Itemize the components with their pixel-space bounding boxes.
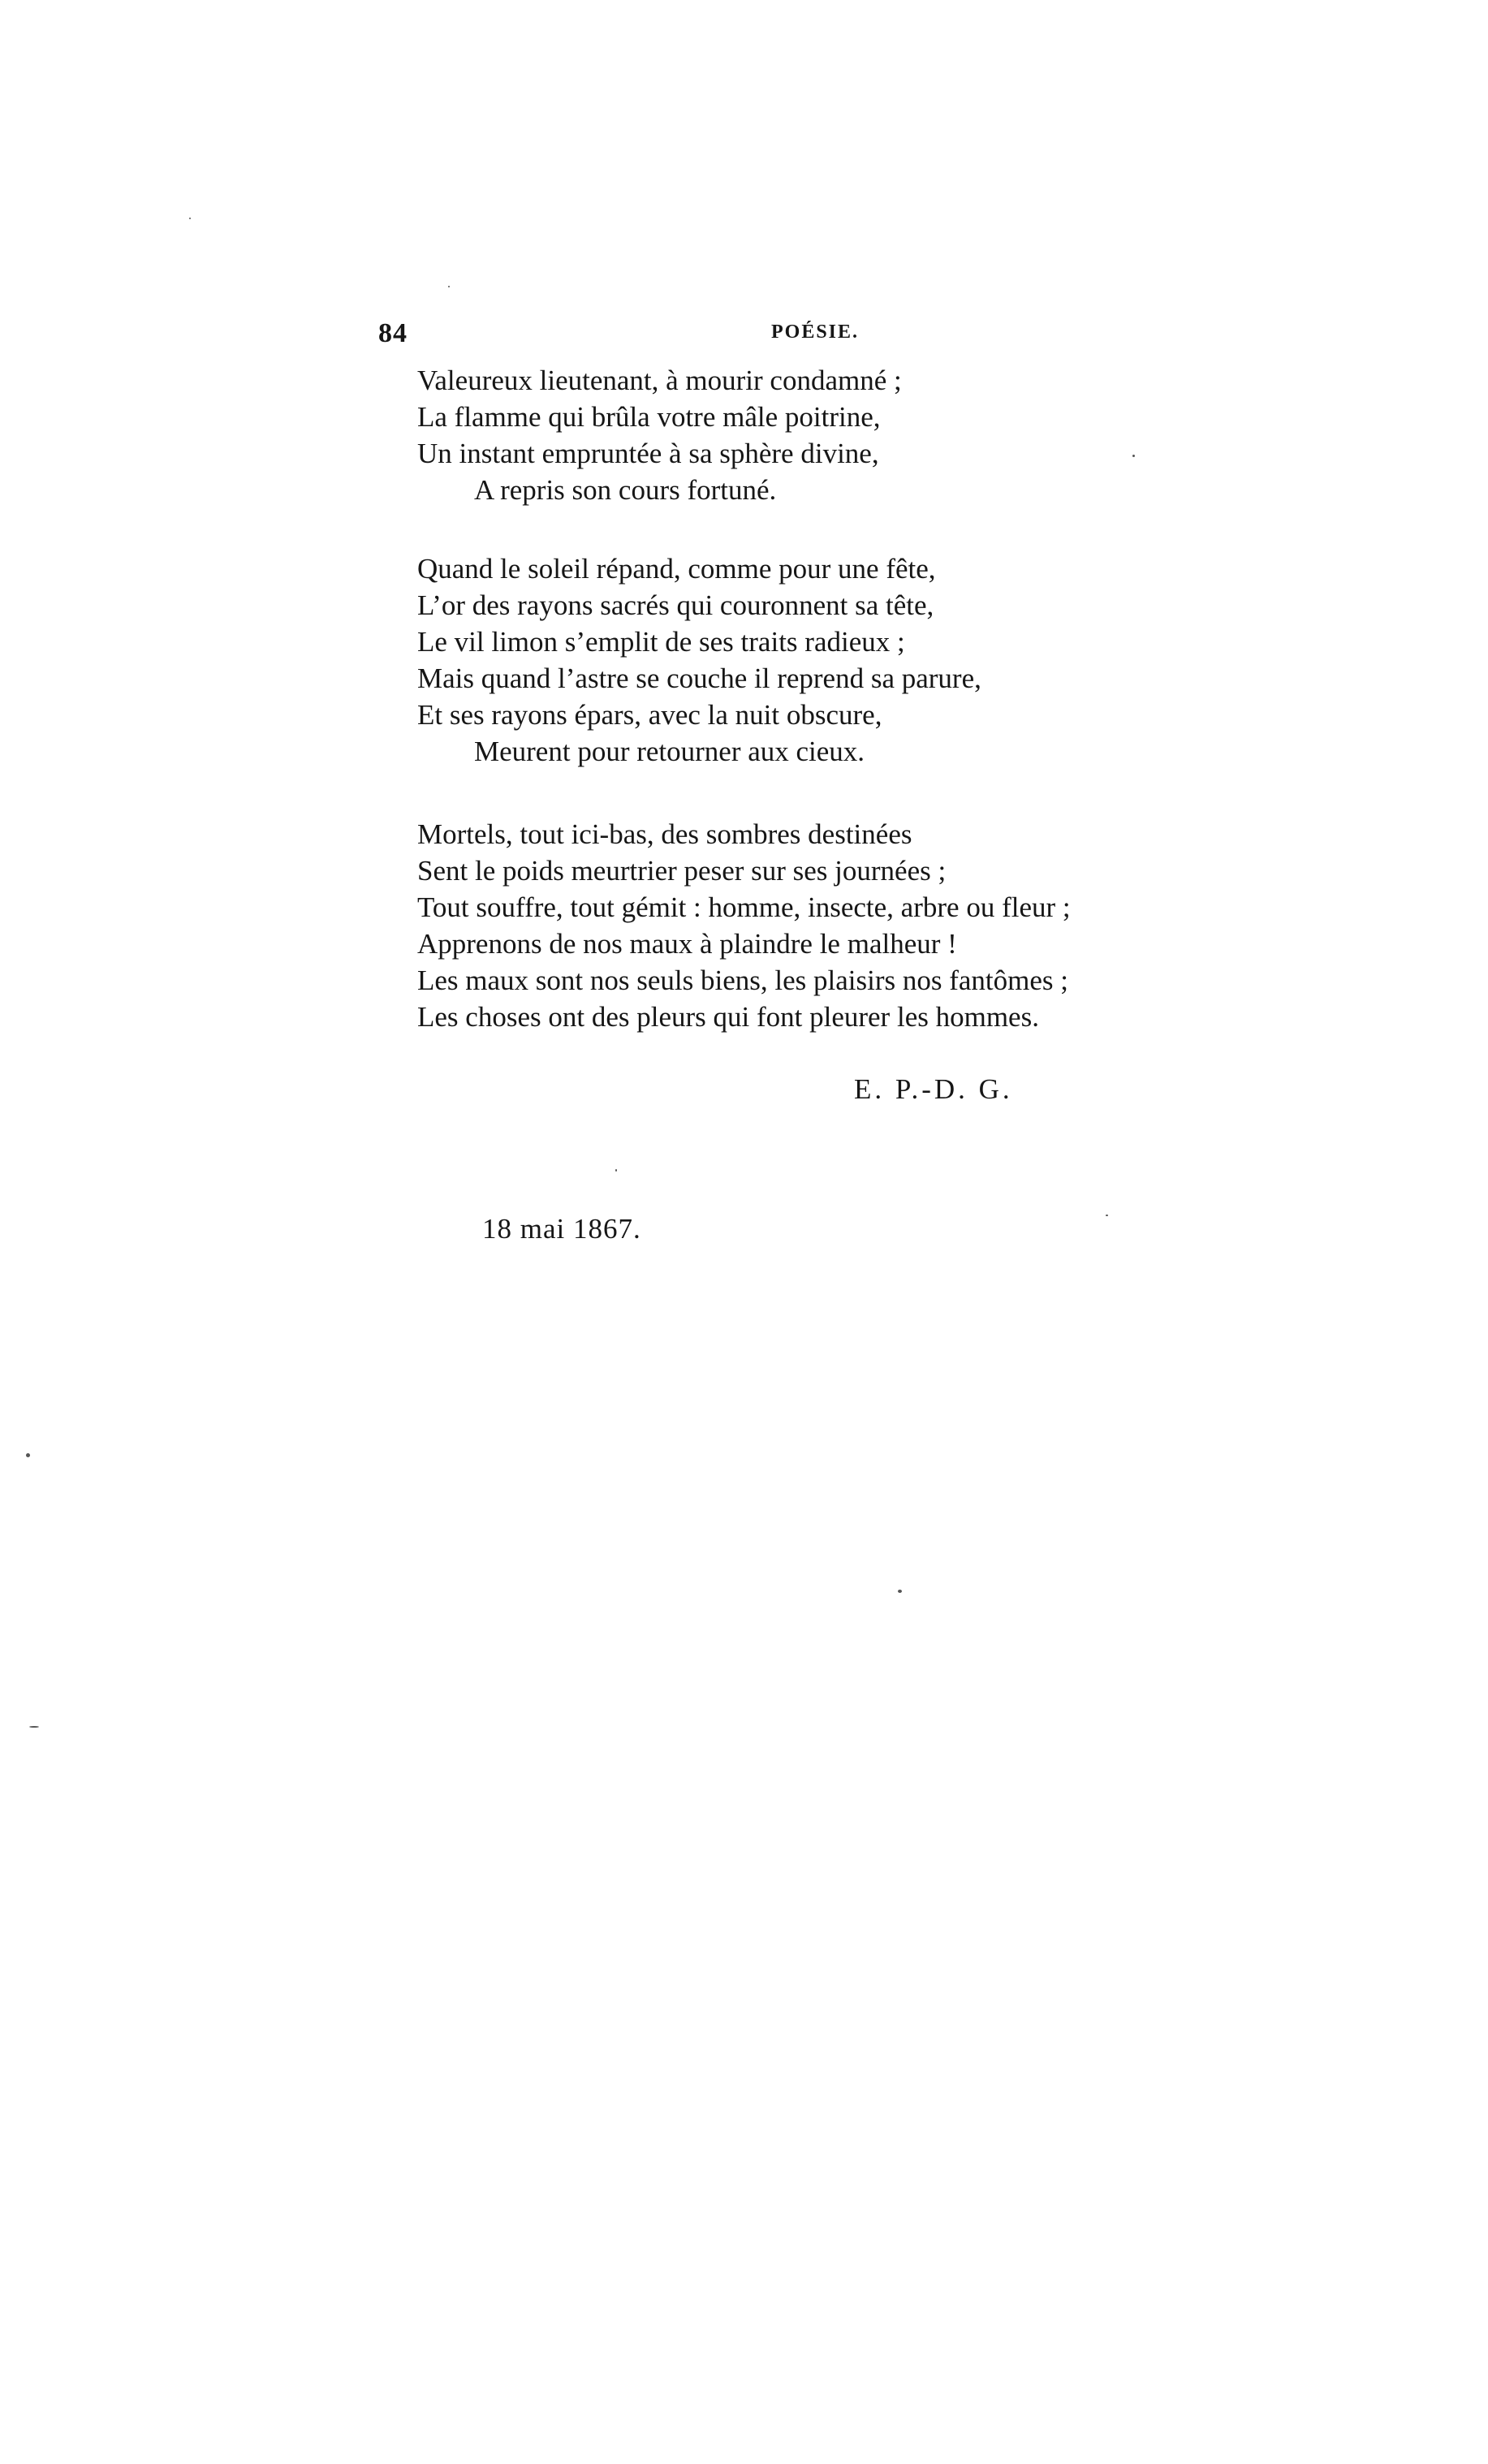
verse-line: Quand le soleil répand, comme pour une fête, [417,553,936,585]
stanza-1 [417,362,902,508]
verse-line: Sent le poids meurtrier peser sur ses journées ; [417,855,947,887]
verse-line: Apprenons de nos maux à plaindre le malheur ! [417,928,957,960]
author-signature: E. P.-D. G. [854,1073,1013,1105]
verse-line: Mortels, tout ici-bas, des sombres destinées [417,818,912,850]
scan-speck [26,1453,30,1457]
verse-line: Le vil limon s’emplit de ses traits radieux ; [417,626,905,658]
stanza-2 [417,550,981,770]
verse-line: Valeureux lieutenant, à mourir condamné ; [417,365,902,396]
scan-speck [615,1169,617,1172]
scan-speck [1132,455,1135,457]
verse-line: Un instant empruntée à sa sphère divine, [417,438,879,469]
verse-line: A repris son cours fortuné. [474,474,777,506]
scan-speck [448,286,450,287]
verse-line: Les maux sont nos seuls biens, les plaisirs nos fantômes ; [417,964,1069,996]
page-number: 84 [378,318,408,348]
scan-speck [189,218,191,219]
scan-speck [898,1590,902,1593]
verse-line: L’or des rayons sacrés qui couronnent sa tête, [417,589,934,621]
running-title: POÉSIE. [771,321,860,343]
verse-line: Mais quand l’astre se couche il reprend sa parure, [417,662,981,694]
verse-line: Tout souffre, tout gémit : homme, insecte, arbre ou fleur ; [417,891,1071,923]
verse-line: La flamme qui brûla votre mâle poitrine, [417,401,881,433]
poem-date: 18 mai 1867. [482,1213,641,1245]
page-header [378,318,1223,351]
verse-line: Meurent pour retourner aux cieux. [474,736,865,767]
scan-speck [29,1726,39,1728]
verse-line: Et ses rayons épars, avec la nuit obscure, [417,699,882,731]
scan-speck [1106,1215,1108,1216]
stanza-3 [417,816,1071,1035]
verse-line: Les choses ont des pleurs qui font pleurer les hommes. [417,1001,1039,1033]
